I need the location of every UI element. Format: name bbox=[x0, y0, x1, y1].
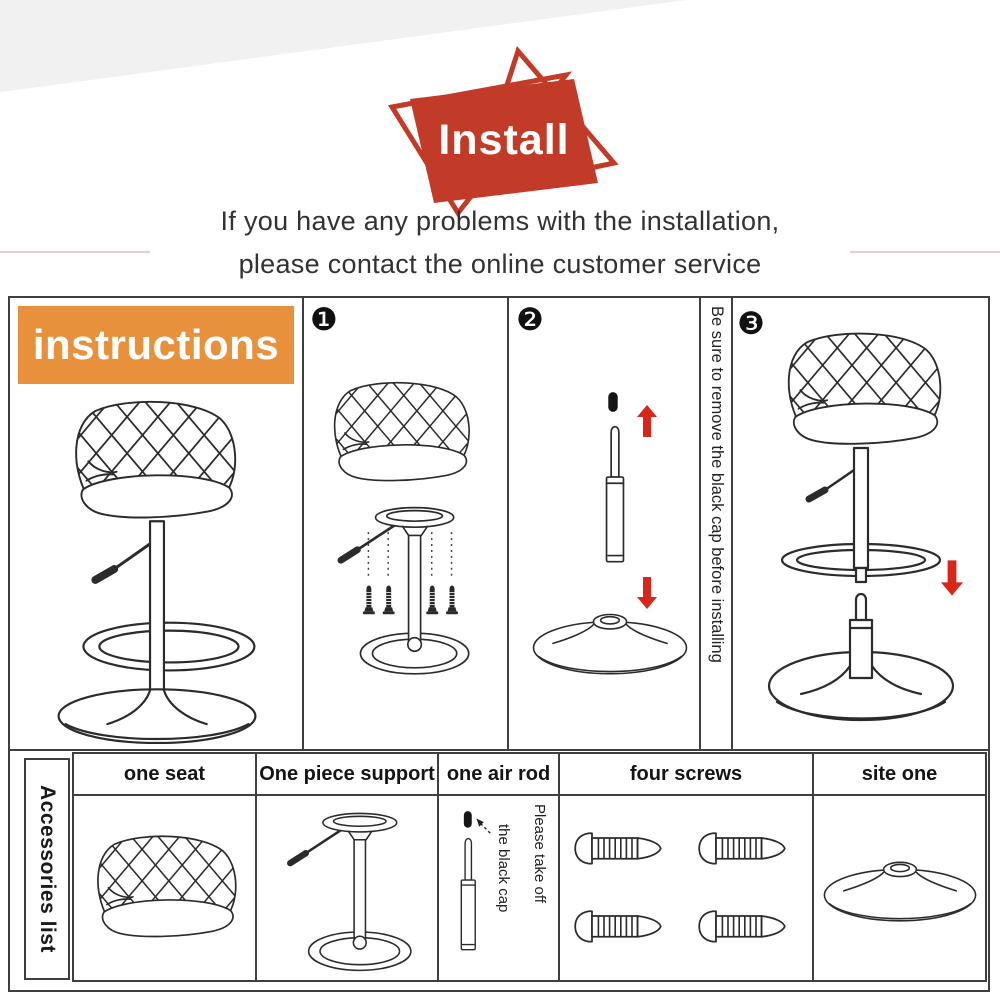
accessories-list-box bbox=[24, 758, 70, 980]
step-1-illustration bbox=[312, 354, 500, 740]
panel-divider bbox=[731, 298, 733, 749]
screw-icon bbox=[696, 830, 800, 867]
column-header-one-air-rod: one air rod bbox=[439, 754, 558, 794]
step-2-illustration bbox=[515, 348, 695, 688]
screw-icon bbox=[696, 908, 800, 945]
screws-illustration bbox=[572, 830, 800, 946]
support-pole-illustration bbox=[276, 799, 418, 977]
intro-line-2: please contact the online customer service bbox=[238, 249, 762, 279]
column-header-four-screws: four screws bbox=[560, 754, 812, 794]
panel-divider bbox=[302, 298, 304, 749]
step-3-number: ❸ bbox=[737, 306, 765, 341]
seat-illustration bbox=[81, 831, 249, 946]
seat-cell bbox=[74, 796, 255, 980]
support-cell bbox=[257, 796, 437, 980]
panel-divider bbox=[507, 298, 509, 749]
column-header-one-seat: one seat bbox=[74, 754, 255, 794]
step-2-vertical-note: Be sure to remove the black cap before installing bbox=[708, 306, 726, 663]
instructions-header bbox=[18, 306, 294, 384]
air-rod-note-line-2: the black cap bbox=[495, 824, 512, 913]
air-rod-note-line-1: Please take off bbox=[531, 804, 548, 903]
column-header-site-one: site one bbox=[814, 754, 985, 794]
accessories-list-title: Accessories list bbox=[36, 785, 59, 953]
screw-icon bbox=[572, 830, 676, 867]
step-1-number: ❶ bbox=[310, 302, 338, 337]
section-divider bbox=[10, 749, 988, 751]
air-rod-cell bbox=[439, 796, 558, 980]
base-cell bbox=[814, 796, 985, 980]
intro-line-1: If you have any problems with the installation, bbox=[220, 206, 780, 236]
install-badge-label: Install bbox=[438, 116, 570, 164]
step-2-number: ❷ bbox=[516, 302, 544, 337]
screws-cell bbox=[560, 796, 812, 980]
step-3-illustration bbox=[735, 328, 985, 742]
instructions-title: instructions bbox=[32, 321, 280, 368]
air-rod-illustration bbox=[439, 800, 503, 976]
round-base-illustration bbox=[818, 848, 982, 928]
main-instruction-panel bbox=[8, 296, 990, 992]
screw-icon bbox=[572, 908, 676, 945]
accessories-table bbox=[72, 752, 987, 982]
column-header-one-piece-support: One piece support bbox=[257, 754, 437, 794]
bar-stool-illustration bbox=[22, 396, 290, 744]
